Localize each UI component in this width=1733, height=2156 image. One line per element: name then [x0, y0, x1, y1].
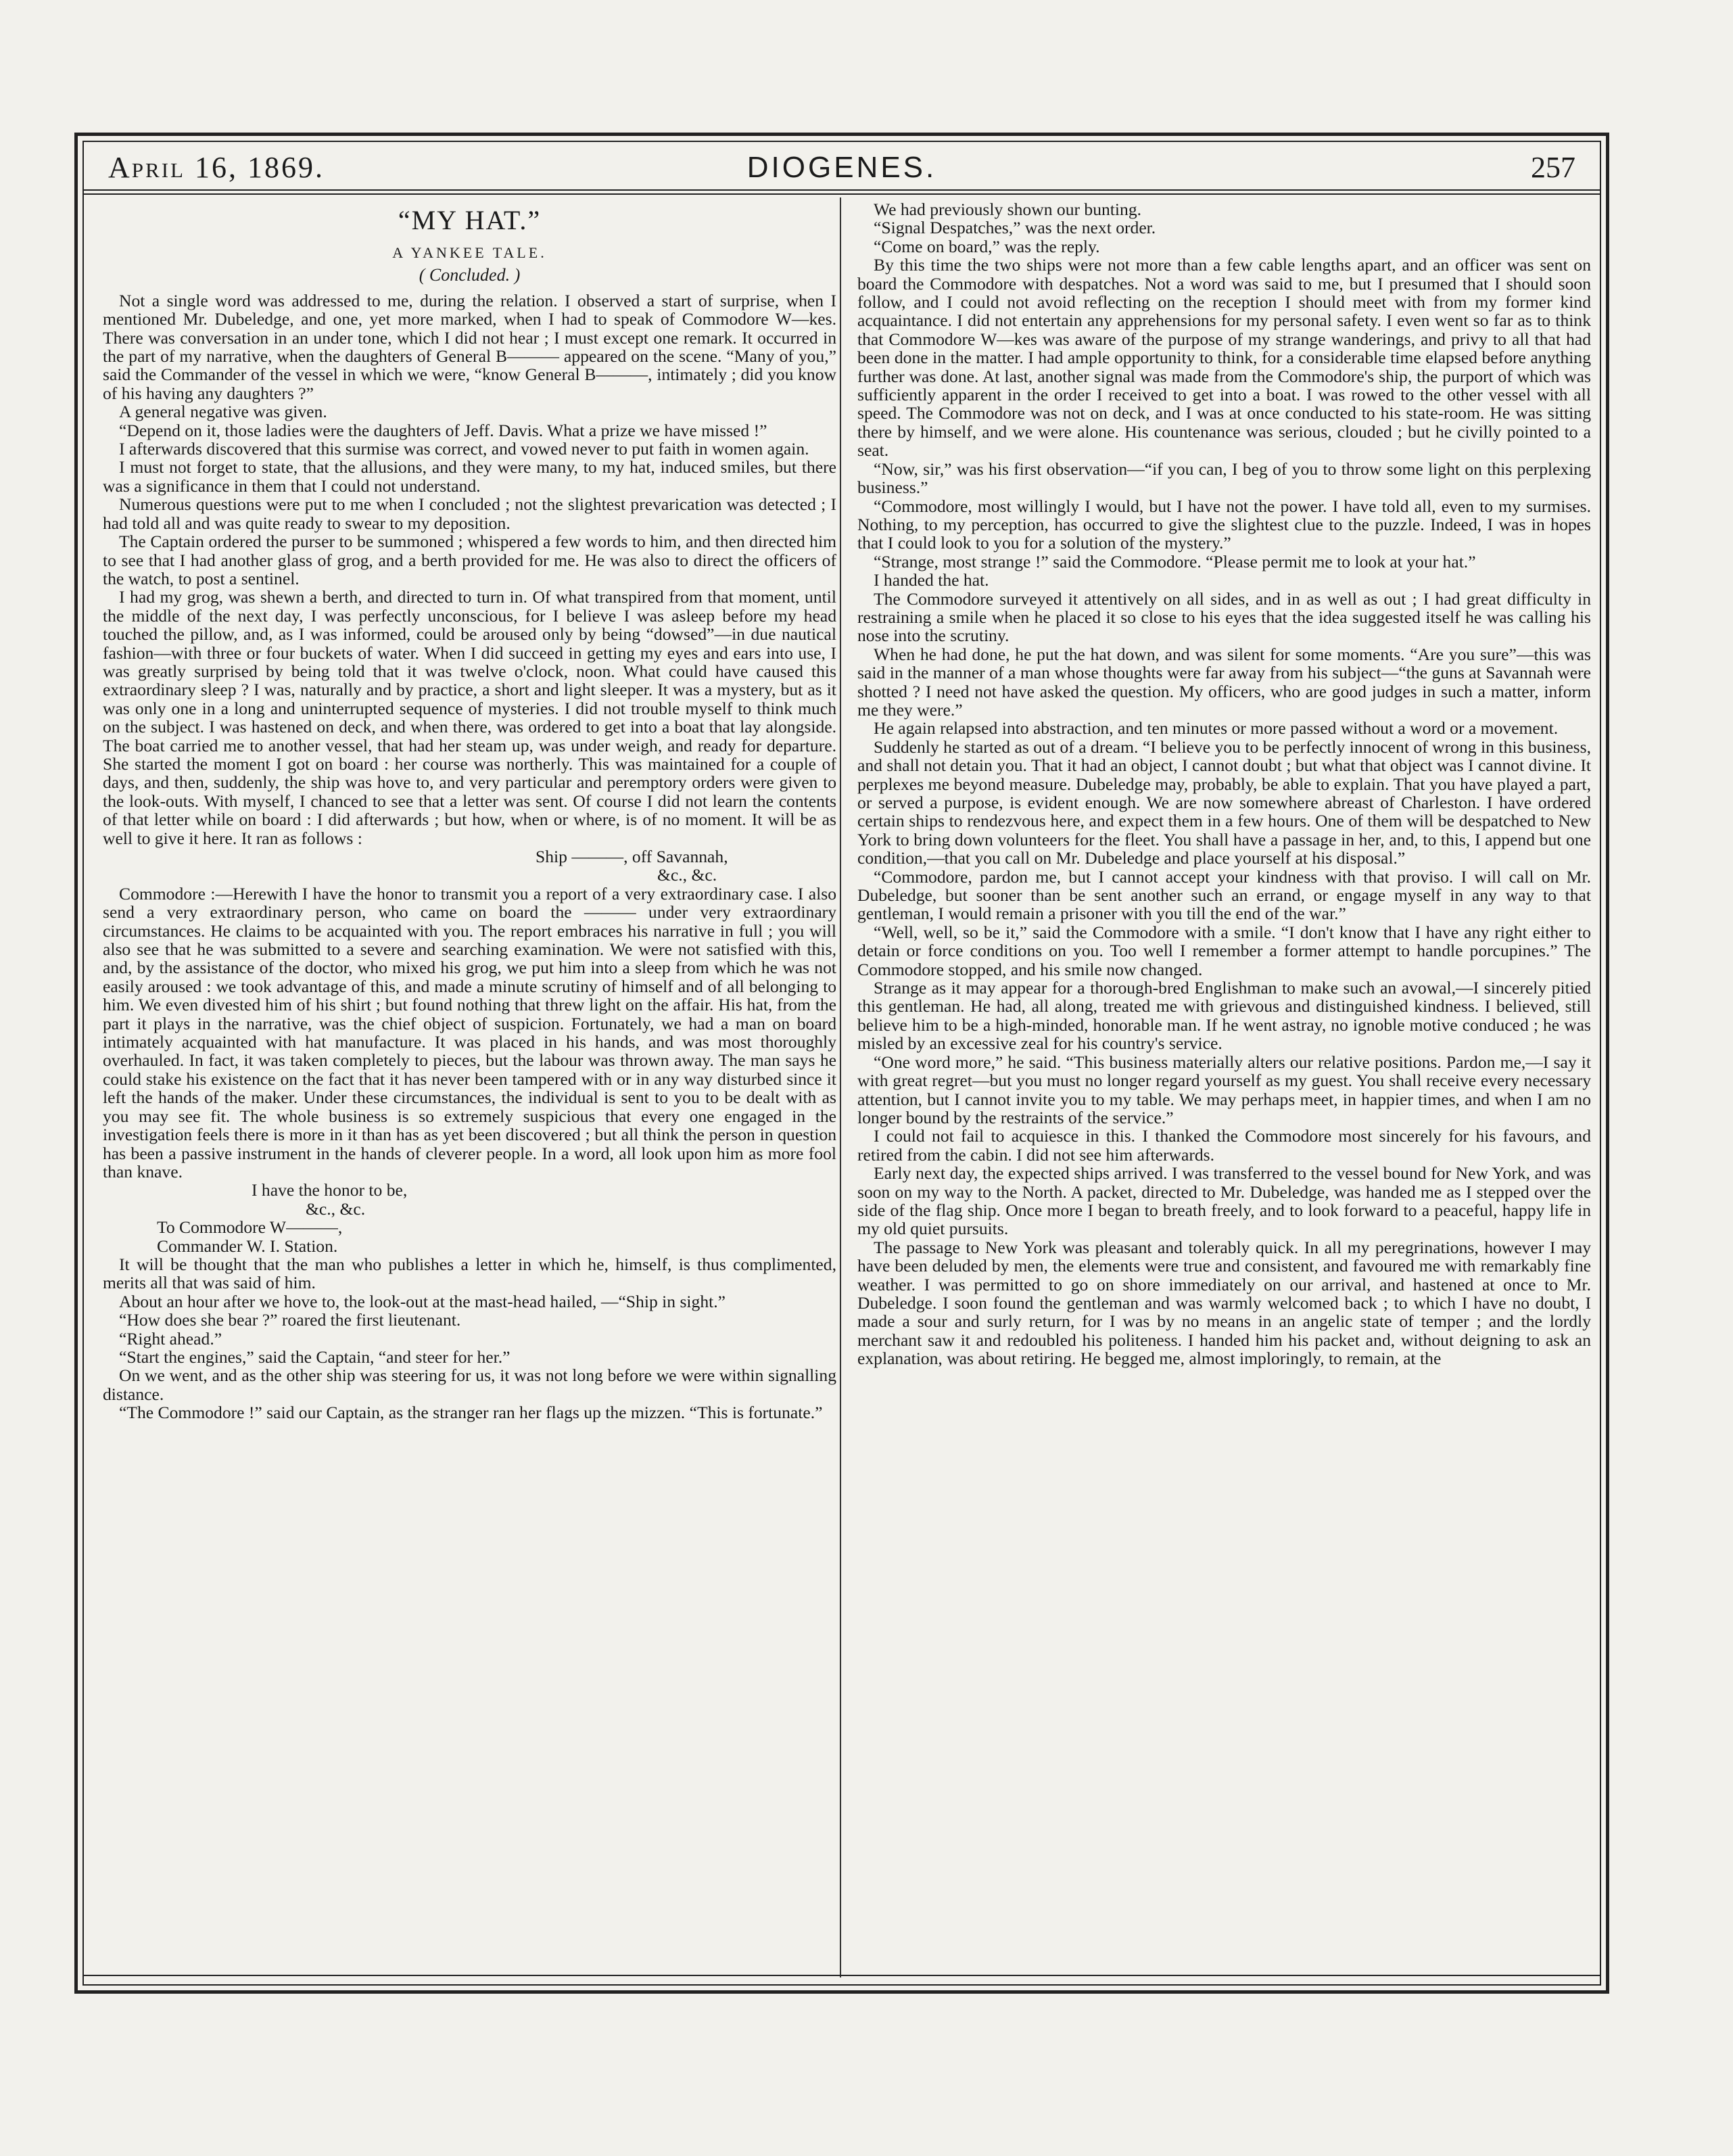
letter-station: Commander W. I. Station.	[157, 1236, 338, 1256]
paragraph: I handed the hat.	[874, 570, 989, 590]
article-subtitle: A YANKEE TALE.	[392, 244, 547, 261]
masthead-title: DIOGENES.	[746, 151, 937, 184]
paragraph: The Commodore surveyed it attentively on all sides, and in as well as out ; I had great difficulty in restraining a smile when he placed it so close to his eyes that the idea suggested itself he was calling his nose into the scrutiny.	[857, 588, 1591, 646]
paragraph: I had my grog, was shewn a berth, and directed to turn in. Of what transpired from that moment, until the middle of the next day, I was perfectly unconscious, for I believe I was asleep before my head touched the pillow, and, as I was informed, could be aroused only by being “dowsed”—in due nautical fashion—with three or four buckets of water. When I did succeed in getting my eyes and ears into use, I was greatly surprised by being told that it was twelve o'clock, noon. What could have caused this extraordinary sleep ? I was, naturally and by practice, a short and light sleeper. It was a mystery, but as it was only one in a long and uninterrupted sequence of mysteries. I did not trouble myself to think much on the subject. I was hastened on deck, and when there, was ordered to get into a boat that lay alongside. The boat carried me to another vessel, that had her steam up, was under weigh, and ready for departure. She started the moment I got on board : her course was northerly. This was maintained for a couple of days, and then, suddenly, the ship was hove to, and very particular and peremptory orders were given to the look-outs. With myself, I chanced to see that a letter was sent. Of course I did not learn the contents of that letter while on board : I did afterwards ; but how, when or where, is of no moment. It will be as well to give it here. It ran as follows :	[103, 587, 836, 848]
paragraph: By this time the two ships were not more than a few cable lengths apart, and an officer was sent on board the Commodore with despatches. Not a word was said to me, but I presumed that I should soon follow, and I could not avoid reflecting on the reception I should meet with from my former kind acquaintance. I did not entertain any apprehensions for my personal safety. I even went so far as to think that Commodore W—kes was aware of the purpose of my strange wanderings, and privy to all that had been done in the matter. I had ample opportunity to think, for a considerable time elapsed before anything further was done. At last, another signal was made from the Commodore's ship, the purport of which was sufficiently apparent in the order I received to get into a boat. I was rowed to the other vessel with all speed. The Commodore was not on deck, and I was at once conducted to his state-room. He was sitting there by himself, and we were alone. His countenance was serious, clouded ; but he civilly pointed to a seat.	[857, 255, 1591, 461]
issue-date: April 16, 1869.	[108, 151, 325, 184]
paragraph: “Depend on it, those ladies were the daughters of Jeff. Davis. What a prize we have missed !”	[119, 420, 767, 440]
letter-close: I have the honor to be,	[252, 1180, 408, 1200]
paragraph: “Well, well, so be it,” said the Commodore with a smile. “I don't know that I have any right either to detain or force conditions on you. Too well I remember a former attempt to handle porcupines.” The Commodore stopped, and his smile now changed.	[857, 922, 1591, 979]
article-title: “MY HAT.”	[398, 205, 542, 235]
paragraph: “Signal Despatches,” was the next order.	[874, 218, 1156, 238]
paragraph: He again relapsed into abstraction, and ten minutes or more passed without a word or a movement.	[874, 718, 1559, 739]
paragraph: The passage to New York was pleasant and tolerably quick. In all my peregrinations, however I may have been deluded by men, the elements were true and consistent, and favoured me with remarkably fine weather. I was permitted to go on shore immediately on our arrival, and hastened at once to Mr. Dubeledge. I soon found the gentleman and was warmly welcomed back ; to which I have no doubt, I made a sour and surly return, for I was by no means in an angelic state of temper ; and the lordly merchant saw it and redoubled his politeness. I handed him his packet and, without deigning to ask an explanation, was about retiring. He begged me, almost imploringly, to remain, at the	[857, 1237, 1591, 1369]
paragraph: I could not fail to acquiesce in this. I thanked the Commodore most sincerely for his favours, and retired from the cabin. I did not see him afterwards.	[857, 1126, 1591, 1165]
paragraph: “Commodore, pardon me, but I cannot accept your kindness with that proviso. I will call on Mr. Dubeledge, but sooner than be sent another such an errand, or engage myself in any way to that gentleman, I would remain a prisoner with you till the end of the war.”	[857, 866, 1591, 924]
paragraph: “Strange, most strange !” said the Commodore. “Please permit me to look at your hat.”	[874, 551, 1476, 571]
page-number: 257	[1531, 151, 1575, 184]
letter-body: Commodore :—Herewith I have the honor to transmit you a report of a very extraordinary case. I also send a very extraordinary person, who came on board the ——— under very extraordinary circumstances. He claims to be acquainted with you. The report embraces his narrative in full ; you will also see that he was submitted to a severe and searching examination. We were not satisfied with this, and, by the assistance of the doctor, who mixed his grog, we put him into a sleep from which he was not easily aroused : we took advantage of this, and made a minute scrutiny of himself and of all belonging to him. We even divested him of his shirt ; but found nothing that threw light on the affair. His hat, from the part it plays in the narrative, was the chief object of suspicion. Fortunately, we had a man on board intimately acquainted with hat manufacture. It was placed in his hands, and was most thoroughly overhauled. In fact, it was taken completely to pieces, but the labour was thrown away. The man says he could stake his existence on the fact that it has never been tampered with or in any way disturbed since it left the hands of the maker. Under these circumstances, the individual is sent to you to be dealt with as you may see fit. The whole business is so extremely suspicious that every one engaged in the investigation feels there is more in it than has as yet been discovered ; but all think the person in question has been a passive instrument in the hands of cleverer people. In a word, all look upon him as more fool than knave.	[103, 883, 836, 1181]
left-column	[103, 200, 836, 1965]
paragraph: “Start the engines,” said the Captain, “and steer for her.”	[119, 1346, 511, 1367]
letter-place: Ship ———, off Savannah,	[536, 847, 728, 866]
header-rule	[82, 189, 1601, 191]
letter-etc: &c., &c.	[657, 865, 717, 885]
header-rule-2	[82, 193, 1601, 195]
paragraph: “How does she bear ?” roared the first lieutenant.	[119, 1310, 461, 1330]
paragraph: It will be thought that the man who publishes a letter in which he, himself, is thus complimented, merits all that was said of him.	[103, 1254, 836, 1293]
paragraph: Suddenly he started as out of a dream. “I believe you to be perfectly innocent of wrong in this business, and shall not detain you. That it had an object, I cannot doubt ; but what that object was I cannot divine. It perplexes me beyond measure. Dubeledge may, probably, be able to explain. That you have played a part, or served a purpose, is evident enough. We are now somewhere abreast of Charleston. I have ordered certain ships to rendezvous here, and expect them in a few hours. One of them will be despatched to New York to bring down volunteers for the fleet. You shall have a passage in her, and, to this, I append but one condition,—that you call on Mr. Dubeledge and place yourself at his disposal.”	[857, 736, 1591, 868]
paragraph: On we went, and as the other ship was steering for us, it was not long before we were within signalling distance.	[103, 1365, 836, 1404]
right-column	[857, 200, 1591, 1965]
letter-close-etc: &c., &c.	[306, 1198, 366, 1219]
paragraph: Numerous questions were put to me when I concluded ; not the slightest prevarication was detected ; I had told all and was quite ready to swear to my deposition.	[103, 494, 836, 533]
paragraph: “Come on board,” was the reply.	[874, 236, 1100, 256]
paragraph: The Captain ordered the purser to be summoned ; whispered a few words to him, and then directed him to see that I had another glass of grog, and a berth provided for me. He was also to direct the officers of the watch, to post a sentinel.	[103, 532, 836, 588]
column-divider	[840, 197, 841, 1977]
paragraph: “The Commodore !” said our Captain, as the stranger ran her flags up the mizzen. “This is fortunate.”	[119, 1403, 823, 1423]
paragraph: “Right ahead.”	[119, 1328, 222, 1349]
paragraph: I afterwards discovered that this surmise was correct, and vowed never to put faith in women again.	[119, 439, 809, 459]
paragraph: Strange as it may appear for a thorough-bred Englishman to make such an avowal,—I sincerely pitied this gentleman. He had, all along, treated me with grievous and distinguished kindness. I believed, still believe him to be a high-minded, honorable man. If he went astray, no ignoble motive conduced ; he was misled by an excessive zeal for his country's service.	[857, 978, 1591, 1054]
footer-rule	[82, 1975, 1601, 1976]
paragraph: “Now, sir,” was his first observation—“if you can, I beg of you to throw some light on this perplexing business.”	[857, 459, 1591, 498]
paragraph: Early next day, the expected ships arrived. I was transferred to the vessel bound for New York, and was soon on my way to the North. A packet, directed to Mr. Dubeledge, was handed me as I stepped over the side of the flag ship. Once more I began to breath freely, and to look forward to a peaceful, happy life in my old quiet pursuits.	[857, 1163, 1591, 1239]
paragraph: About an hour after we hove to, the look-out at the mast-head hailed, —“Ship in sight.”	[119, 1291, 726, 1311]
paragraph: When he had done, he put the hat down, and was silent for some moments. “Are you sure”—this was said in the manner of a man whose thoughts were far away from his subject—“the guns at Savannah were shotted ? I need not have asked the question. My officers, who are good judges in such a matter, inform me they were.”	[857, 644, 1591, 720]
paragraph: We had previously shown our bunting.	[874, 200, 1142, 219]
page-header	[95, 150, 1589, 185]
paragraph: Not a single word was addressed to me, during the relation. I observed a start of surprise, when I mentioned Mr. Dubeledge, and one, yet more marked, when I had to speak of Commodore W—kes. There was conversation in an under tone, which I did not hear ; I must except one remark. It occurred in the part of my narrative, when the daughters of General B——— appeared on the scene. “Many of you,” said the Commander of the vessel in which we were, “know General B———, intimately ; did you know of his having any daughters ?”	[103, 290, 836, 403]
paragraph: “One word more,” he said. “This business materially alters our relative positions. Pardon me,—I say it with great regret—but you must no longer regard yourself as my guest. You shall receive every necessary attention, but I cannot invite you to my table. We may perhaps meet, in happier times, and when I am no longer bound by the restraints of the service.”	[857, 1052, 1591, 1127]
paragraph: A general negative was given.	[119, 402, 327, 422]
paragraph: I must not forget to state, that the allusions, and they were many, to my hat, induced smiles, but there was a significance in them that I could not understand.	[103, 457, 836, 496]
article-note: ( Concluded. )	[419, 265, 521, 285]
letter-addressee: To Commodore W———,	[157, 1217, 343, 1238]
paragraph: “Commodore, most willingly I would, but I have not the power. I have told all, even to my surmises. Nothing, to my perception, has occurred to give the slightest clue to the puzzle. Indeed, I was in hopes that I could look to you for a solution of the mystery.”	[857, 496, 1591, 553]
